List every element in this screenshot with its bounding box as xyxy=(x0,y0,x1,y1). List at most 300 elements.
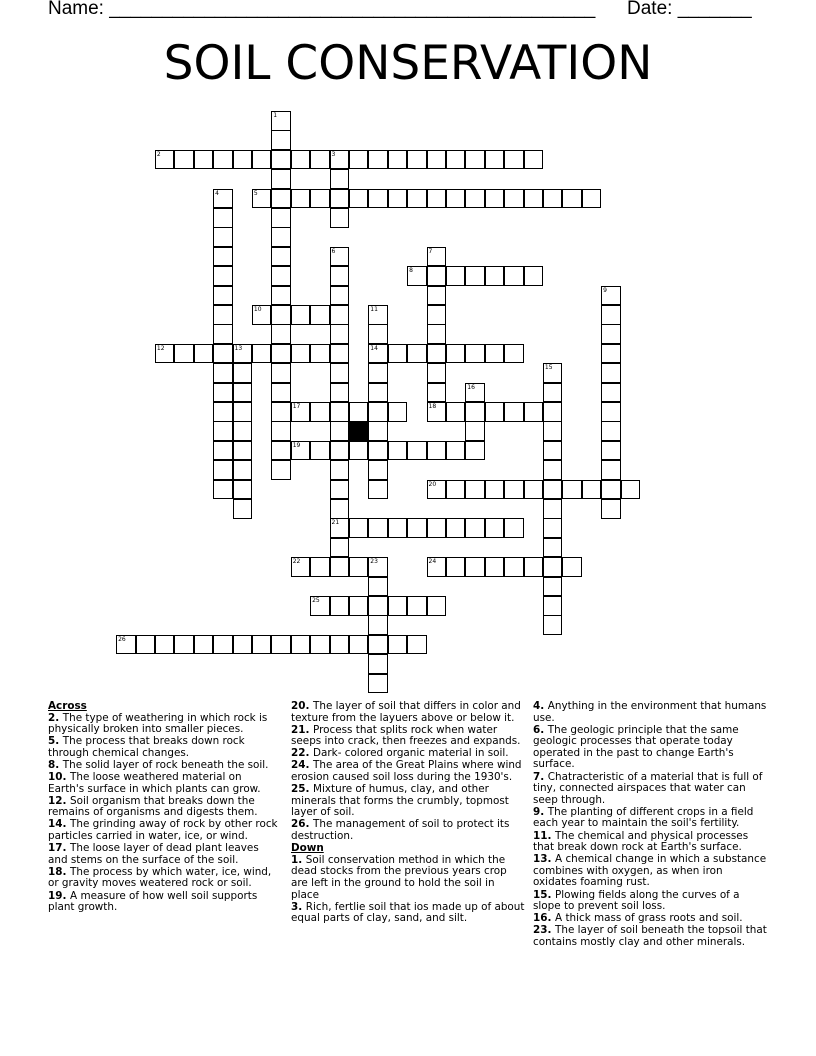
crossword-cell[interactable] xyxy=(407,441,427,461)
crossword-cell[interactable] xyxy=(465,266,485,286)
crossword-cell[interactable] xyxy=(213,324,233,344)
crossword-cell[interactable] xyxy=(116,635,136,655)
crossword-cell[interactable] xyxy=(368,596,388,616)
crossword-cell[interactable] xyxy=(601,499,621,519)
crossword-cell[interactable] xyxy=(465,557,485,577)
crossword-cell[interactable] xyxy=(446,480,466,500)
crossword-cell[interactable] xyxy=(310,557,330,577)
across-clue xyxy=(48,772,280,795)
crossword-cell[interactable] xyxy=(601,421,621,441)
crossword-cell[interactable] xyxy=(310,596,330,616)
crossword-cell[interactable] xyxy=(271,441,291,461)
crossword-cell[interactable] xyxy=(291,402,311,422)
across-clue xyxy=(48,736,280,759)
crossword-cell[interactable] xyxy=(213,402,233,422)
crossword-cell[interactable] xyxy=(427,286,447,306)
crossword-cell[interactable] xyxy=(330,596,350,616)
crossword-cell[interactable] xyxy=(271,111,291,131)
crossword-cell[interactable] xyxy=(504,518,524,538)
crossword-cell[interactable] xyxy=(291,189,311,209)
across-clue xyxy=(48,867,280,890)
crossword-cell[interactable] xyxy=(213,363,233,383)
crossword-cell[interactable] xyxy=(349,518,369,538)
crossword-cell[interactable] xyxy=(252,635,272,655)
crossword-cell[interactable] xyxy=(621,480,641,500)
crossword-cell[interactable] xyxy=(252,305,272,325)
crossword-cell[interactable] xyxy=(155,635,175,655)
crossword-cell[interactable] xyxy=(427,557,447,577)
crossword-cell[interactable] xyxy=(427,402,447,422)
crossword-cell[interactable] xyxy=(213,266,233,286)
clue-number-label: 14. xyxy=(48,818,71,831)
clue-number: 26 xyxy=(118,635,126,643)
crossword-cell[interactable] xyxy=(504,480,524,500)
crossword-cell[interactable] xyxy=(446,557,466,577)
crossword-cell[interactable] xyxy=(194,344,214,364)
crossword-cell[interactable] xyxy=(427,189,447,209)
crossword-cell[interactable] xyxy=(485,344,505,364)
crossword-cell[interactable] xyxy=(504,266,524,286)
crossword-cell[interactable] xyxy=(174,344,194,364)
across-clue xyxy=(291,760,525,783)
crossword-cell[interactable] xyxy=(310,344,330,364)
crossword-cell[interactable] xyxy=(271,421,291,441)
crossword-cell[interactable] xyxy=(213,383,233,403)
crossword-cell[interactable] xyxy=(233,441,253,461)
crossword-cell[interactable] xyxy=(310,150,330,170)
across-clue xyxy=(48,843,280,866)
clue-number: 22 xyxy=(292,558,301,566)
clue-text: A thick mass of grass roots and soil. xyxy=(555,912,743,925)
across-clue xyxy=(291,784,525,819)
crossword-cell[interactable] xyxy=(330,635,350,655)
crossword-cell[interactable] xyxy=(271,286,291,306)
down-clue xyxy=(533,913,769,925)
crossword-cell[interactable] xyxy=(271,150,291,170)
crossword-cell[interactable] xyxy=(543,577,563,597)
crossword-cell[interactable] xyxy=(136,635,156,655)
crossword-cell[interactable] xyxy=(368,635,388,655)
crossword-cell[interactable] xyxy=(524,189,544,209)
clue-number-label: 21. xyxy=(291,723,314,736)
crossword-cell[interactable] xyxy=(233,363,253,383)
crossword-cell[interactable] xyxy=(407,518,427,538)
crossword-cell[interactable] xyxy=(174,150,194,170)
clue-number: 11 xyxy=(370,306,378,313)
clue-number: 12 xyxy=(156,344,165,352)
clue-number-label: 13. xyxy=(533,853,556,866)
clue-number-label: 10. xyxy=(48,771,71,784)
crossword-cell[interactable] xyxy=(271,324,291,344)
crossword-cell[interactable] xyxy=(388,189,408,209)
crossword-cell[interactable] xyxy=(446,266,466,286)
crossword-cell[interactable] xyxy=(233,460,253,480)
crossword-cell[interactable] xyxy=(310,441,330,461)
crossword-cell[interactable] xyxy=(368,441,388,461)
crossword-cell[interactable] xyxy=(291,150,311,170)
crossword-cell[interactable] xyxy=(465,383,485,403)
clue-text: Soil organism that breaks down the remains of organisms and digests them. xyxy=(48,794,258,819)
crossword-cell[interactable] xyxy=(213,208,233,228)
crossword-cell[interactable] xyxy=(368,150,388,170)
crossword-cell[interactable] xyxy=(291,305,311,325)
crossword-cell[interactable] xyxy=(388,596,408,616)
crossword-cell[interactable] xyxy=(330,363,350,383)
crossword-cell[interactable] xyxy=(213,480,233,500)
crossword-cell[interactable] xyxy=(543,499,563,519)
crossword-cell[interactable] xyxy=(601,480,621,500)
clue-text: The grinding away of rock by other rock particles carried in water, ice, or wind. xyxy=(48,818,278,843)
crossword-cell[interactable] xyxy=(407,344,427,364)
crossword-cell[interactable] xyxy=(465,402,485,422)
crossword-cell[interactable] xyxy=(368,674,388,694)
crossword-cell[interactable] xyxy=(252,189,272,209)
crossword-cell[interactable] xyxy=(543,538,563,558)
crossword-cell[interactable] xyxy=(368,344,388,364)
crossword-cell[interactable] xyxy=(427,344,447,364)
crossword-cell[interactable] xyxy=(465,150,485,170)
clue-number: 14 xyxy=(370,344,378,352)
clue-number: 9 xyxy=(603,286,607,294)
down-clue-list-continued xyxy=(533,701,769,948)
crossword-cell[interactable] xyxy=(485,480,505,500)
crossword-cell[interactable] xyxy=(388,518,408,538)
crossword-cell[interactable] xyxy=(349,441,369,461)
clue-text: Dark- colored organic material in soil. xyxy=(313,747,509,760)
crossword-cell[interactable] xyxy=(291,441,311,461)
crossword-cell[interactable] xyxy=(368,654,388,674)
crossword-cell[interactable] xyxy=(330,518,350,538)
crossword-cell[interactable] xyxy=(349,596,369,616)
crossword-cell[interactable] xyxy=(271,266,291,286)
crossword-cell[interactable] xyxy=(601,402,621,422)
clue-number-label: 20. xyxy=(291,700,314,712)
crossword-cell[interactable] xyxy=(407,189,427,209)
clue-text: The loose layer of dead plant leaves and stems on the surface of the soil. xyxy=(48,842,259,866)
crossword-cell[interactable] xyxy=(601,383,621,403)
across-clue xyxy=(291,748,525,760)
crossword-cell[interactable] xyxy=(427,480,447,500)
down-clue xyxy=(533,701,769,724)
crossword-cell[interactable] xyxy=(427,383,447,403)
across-clue xyxy=(291,725,525,748)
clue-text: A measure of how well soil supports plant growth. xyxy=(48,889,258,914)
crossword-cell[interactable] xyxy=(310,305,330,325)
crossword-cell[interactable] xyxy=(213,150,233,170)
crossword-cell[interactable] xyxy=(271,402,291,422)
crossword-cell[interactable] xyxy=(349,189,369,209)
down-clue xyxy=(533,890,769,913)
crossword-cell[interactable] xyxy=(582,189,602,209)
crossword-cell[interactable] xyxy=(233,344,253,364)
black-square xyxy=(349,421,369,441)
crossword-cell[interactable] xyxy=(601,305,621,325)
crossword-cell[interactable] xyxy=(427,596,447,616)
crossword-cell[interactable] xyxy=(562,557,582,577)
crossword-cell[interactable] xyxy=(504,189,524,209)
crossword-cell[interactable] xyxy=(446,150,466,170)
crossword-cell[interactable] xyxy=(213,305,233,325)
crossword-cell[interactable] xyxy=(368,480,388,500)
clue-text: The geologic principle that the same geologic processes that operate today operated in the past to change Earth's surface. xyxy=(533,723,739,771)
crossword-cell[interactable] xyxy=(407,635,427,655)
clue-number: 5 xyxy=(253,189,258,197)
crossword-cell[interactable] xyxy=(446,441,466,461)
crossword-cell[interactable] xyxy=(330,344,350,364)
crossword-cell[interactable] xyxy=(233,499,253,519)
crossword-cell[interactable] xyxy=(330,305,350,325)
down-clue xyxy=(533,807,769,830)
crossword-cell[interactable] xyxy=(291,344,311,364)
crossword-cell[interactable] xyxy=(310,189,330,209)
crossword-cell[interactable] xyxy=(601,363,621,383)
crossword-cell[interactable] xyxy=(330,499,350,519)
crossword-cell[interactable] xyxy=(427,266,447,286)
crossword-cell[interactable] xyxy=(330,441,350,461)
crossword-cell[interactable] xyxy=(524,266,544,286)
crossword-cell[interactable] xyxy=(368,363,388,383)
crossword-cell[interactable] xyxy=(271,130,291,150)
crossword-cell[interactable] xyxy=(485,402,505,422)
crossword-cell[interactable] xyxy=(407,150,427,170)
crossword-cell[interactable] xyxy=(427,363,447,383)
down-clue xyxy=(533,925,769,948)
crossword-cell[interactable] xyxy=(601,344,621,364)
crossword-cell[interactable] xyxy=(213,635,233,655)
crossword-cell[interactable] xyxy=(330,383,350,403)
crossword-cell[interactable] xyxy=(368,615,388,635)
crossword-cell[interactable] xyxy=(543,615,563,635)
clue-text: The chemical and physical processes that break down rock at Earth's surface. xyxy=(533,829,749,854)
crossword-cell[interactable] xyxy=(368,402,388,422)
crossword-cell[interactable] xyxy=(310,402,330,422)
crossword-cell[interactable] xyxy=(330,169,350,189)
crossword-cell[interactable] xyxy=(524,557,544,577)
crossword-cell[interactable] xyxy=(368,305,388,325)
crossword-cell[interactable] xyxy=(349,402,369,422)
crossword-cell[interactable] xyxy=(291,557,311,577)
crossword-cell[interactable] xyxy=(213,441,233,461)
crossword-cell[interactable] xyxy=(349,635,369,655)
crossword-cell[interactable] xyxy=(504,344,524,364)
clue-text: A chemical change in which a substance combines with oxygen, as when iron oxidates foaming rust. xyxy=(533,853,767,889)
crossword-cell[interactable] xyxy=(330,538,350,558)
crossword-cell[interactable] xyxy=(271,383,291,403)
crossword-cell[interactable] xyxy=(504,402,524,422)
crossword-cell[interactable] xyxy=(446,344,466,364)
crossword-cell[interactable] xyxy=(465,518,485,538)
crossword-cell[interactable] xyxy=(330,286,350,306)
crossword-cell[interactable] xyxy=(368,383,388,403)
crossword-cell[interactable] xyxy=(271,460,291,480)
crossword-cell[interactable] xyxy=(543,557,563,577)
crossword-cell[interactable] xyxy=(213,286,233,306)
crossword-cell[interactable] xyxy=(271,208,291,228)
crossword-cell[interactable] xyxy=(427,305,447,325)
crossword-cell[interactable] xyxy=(446,402,466,422)
crossword-cell[interactable] xyxy=(368,460,388,480)
crossword-cell[interactable] xyxy=(252,344,272,364)
crossword-cell[interactable] xyxy=(368,557,388,577)
crossword-cell[interactable] xyxy=(601,441,621,461)
crossword-cell[interactable] xyxy=(233,383,253,403)
crossword-cell[interactable] xyxy=(388,344,408,364)
crossword-cell[interactable] xyxy=(271,189,291,209)
clue-text: The planting of different crops in a field each year to maintain the soil's fertility. xyxy=(533,805,754,830)
clue-number-label: 15. xyxy=(533,888,556,901)
crossword-cell[interactable] xyxy=(562,189,582,209)
crossword-cell[interactable] xyxy=(388,150,408,170)
crossword-cell[interactable] xyxy=(465,344,485,364)
clue-text: The process by which water, ice, wind, or gravity moves weatered rock or soil. xyxy=(48,865,272,890)
crossword-cell[interactable] xyxy=(349,150,369,170)
crossword-cell[interactable] xyxy=(330,557,350,577)
clue-number: 16 xyxy=(467,383,475,391)
crossword-cell[interactable] xyxy=(271,363,291,383)
crossword-cell[interactable] xyxy=(252,150,272,170)
crossword-cell[interactable] xyxy=(427,247,447,267)
crossword-cell[interactable] xyxy=(233,480,253,500)
crossword-cell[interactable] xyxy=(465,480,485,500)
crossword-cell[interactable] xyxy=(446,518,466,538)
crossword-cell[interactable] xyxy=(174,635,194,655)
crossword-cell[interactable] xyxy=(330,247,350,267)
crossword-cell[interactable] xyxy=(446,189,466,209)
crossword-cell[interactable] xyxy=(330,421,350,441)
clue-text: Plowing fields along the curves of a slope to prevent soil loss. xyxy=(533,888,740,913)
crossword-cell[interactable] xyxy=(524,150,544,170)
crossword-cell[interactable] xyxy=(233,150,253,170)
crossword-cell[interactable] xyxy=(368,421,388,441)
crossword-cell[interactable] xyxy=(427,324,447,344)
clue-number-label: 4. xyxy=(533,700,548,712)
crossword-cell[interactable] xyxy=(194,635,214,655)
crossword-cell[interactable] xyxy=(543,383,563,403)
crossword-cell[interactable] xyxy=(601,286,621,306)
clue-number: 13 xyxy=(234,344,243,352)
crossword-cell[interactable] xyxy=(504,557,524,577)
crossword-cell[interactable] xyxy=(465,441,485,461)
crossword-cell[interactable] xyxy=(388,441,408,461)
crossword-cell[interactable] xyxy=(407,266,427,286)
crossword-cell[interactable] xyxy=(271,305,291,325)
crossword-cell[interactable] xyxy=(271,227,291,247)
crossword-cell[interactable] xyxy=(349,557,369,577)
crossword-cell[interactable] xyxy=(330,480,350,500)
crossword-cell[interactable] xyxy=(291,635,311,655)
crossword-cell[interactable] xyxy=(427,518,447,538)
crossword-cell[interactable] xyxy=(271,344,291,364)
crossword-cell[interactable] xyxy=(543,460,563,480)
crossword-cell[interactable] xyxy=(310,635,330,655)
crossword-cell[interactable] xyxy=(194,150,214,170)
crossword-cell[interactable] xyxy=(388,402,408,422)
crossword-cell[interactable] xyxy=(213,227,233,247)
crossword-cell[interactable] xyxy=(543,421,563,441)
crossword-cell[interactable] xyxy=(213,421,233,441)
clue-text: The loose weathered material on Earth's surface in which plants can grow. xyxy=(48,771,261,795)
crossword-cell[interactable] xyxy=(485,557,505,577)
crossword-cell[interactable] xyxy=(601,324,621,344)
crossword-cell[interactable] xyxy=(485,189,505,209)
clue-number-label: 24. xyxy=(291,759,314,772)
crossword-cell[interactable] xyxy=(155,344,175,364)
crossword-cell[interactable] xyxy=(330,189,350,209)
crossword-cell[interactable] xyxy=(271,169,291,189)
across-clue xyxy=(291,701,525,724)
crossword-cell[interactable] xyxy=(368,324,388,344)
crossword-cell[interactable] xyxy=(271,247,291,267)
crossword-cell[interactable] xyxy=(330,324,350,344)
crossword-cell[interactable] xyxy=(213,460,233,480)
crossword-cell[interactable] xyxy=(330,208,350,228)
crossword-cell[interactable] xyxy=(485,266,505,286)
clue-number: 6 xyxy=(331,247,336,255)
clue-number-label: 12. xyxy=(48,794,71,807)
crossword-cell[interactable] xyxy=(233,421,253,441)
crossword-cell[interactable] xyxy=(485,518,505,538)
crossword-cell[interactable] xyxy=(368,189,388,209)
crossword-cell[interactable] xyxy=(524,402,544,422)
crossword-cell[interactable] xyxy=(368,577,388,597)
crossword-cell[interactable] xyxy=(330,402,350,422)
crossword-cell[interactable] xyxy=(504,150,524,170)
crossword-cell[interactable] xyxy=(213,344,233,364)
clues-column-1 xyxy=(48,701,280,914)
clue-number-label: 6. xyxy=(533,723,548,736)
crossword-cell[interactable] xyxy=(543,402,563,422)
crossword-cell[interactable] xyxy=(465,189,485,209)
crossword-cell[interactable] xyxy=(233,635,253,655)
down-clue xyxy=(291,902,525,925)
crossword-cell[interactable] xyxy=(388,635,408,655)
crossword-cell[interactable] xyxy=(543,596,563,616)
crossword-cell[interactable] xyxy=(543,441,563,461)
crossword-cell[interactable] xyxy=(543,189,563,209)
crossword-cell[interactable] xyxy=(427,441,447,461)
crossword-cell[interactable] xyxy=(427,150,447,170)
crossword-cell[interactable] xyxy=(213,189,233,209)
crossword-cell[interactable] xyxy=(582,480,602,500)
clue-number: 25 xyxy=(312,597,320,604)
crossword-cell[interactable] xyxy=(330,150,350,170)
crossword-cell[interactable] xyxy=(330,460,350,480)
clue-number: 8 xyxy=(409,267,413,275)
crossword-cell[interactable] xyxy=(213,247,233,267)
crossword-cell[interactable] xyxy=(562,480,582,500)
crossword-cell[interactable] xyxy=(485,150,505,170)
crossword-cell[interactable] xyxy=(271,635,291,655)
crossword-cell[interactable] xyxy=(543,363,563,383)
crossword-cell[interactable] xyxy=(601,460,621,480)
clue-number-label: 18. xyxy=(48,865,71,878)
crossword-cell[interactable] xyxy=(543,480,563,500)
crossword-cell[interactable] xyxy=(407,596,427,616)
clue-number: 7 xyxy=(428,247,433,255)
clue-text: Soil conservation method in which the dead stocks from the previous years crop are left in the ground to hold the soil in place xyxy=(291,853,507,901)
clue-number-label: 22. xyxy=(291,747,314,760)
clue-text: The type of weathering in which rock is physically broken into smaller pieces. xyxy=(48,711,268,736)
crossword-cell[interactable] xyxy=(543,518,563,538)
crossword-cell[interactable] xyxy=(465,421,485,441)
crossword-cell[interactable] xyxy=(524,480,544,500)
crossword-cell[interactable] xyxy=(233,402,253,422)
crossword-cell[interactable] xyxy=(155,150,175,170)
clue-number-label: 23. xyxy=(533,924,556,937)
crossword-cell[interactable] xyxy=(368,518,388,538)
crossword-cell[interactable] xyxy=(330,266,350,286)
across-clue xyxy=(291,819,525,842)
